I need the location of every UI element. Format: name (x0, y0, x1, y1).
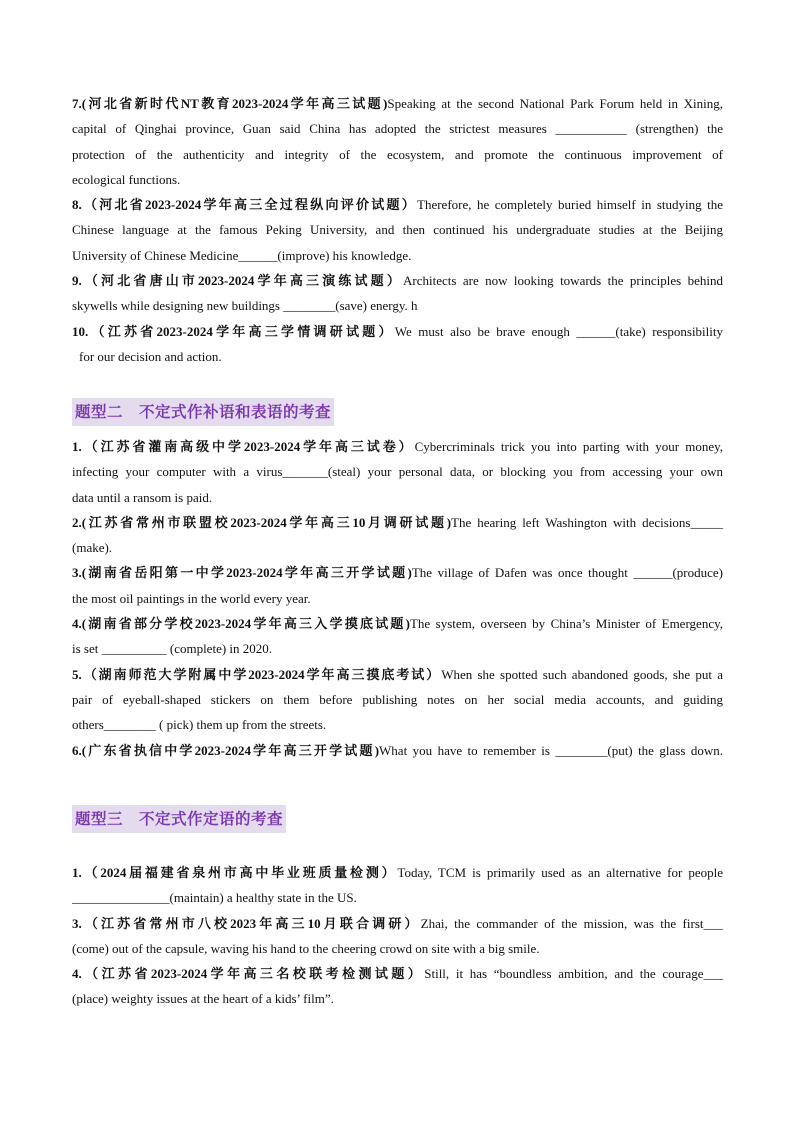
question-9-line-1: 9.（河北省唐山市2023-2024学年高三演练试题）Architects are now looking towards the principles behind (72, 273, 723, 289)
s3-question-4-line-2: (place) weighty issues at the heart of a kids’ film”. (72, 991, 334, 1007)
s2-question-6-line-1: 6.(广东省执信中学2023-2024学年高三开学试题)What you have to remember is ________(put) the glass down. (72, 742, 723, 758)
s3-question-4-line-1: 4.（江苏省2023-2024学年高三名校联考检测试题）Still, it has “boundless ambition, and the courage___ (72, 966, 723, 982)
s2-question-3-line-1: 3.(湖南省岳阳第一中学2023-2024学年高三开学试题)The village of Dafen was once thought ______(produce) (72, 565, 723, 581)
section2-heading: 题型二 不定式作补语和表语的考查 (72, 398, 334, 426)
section3-question-list (72, 860, 723, 1012)
question-8-line-2: Chinese language at the famous Peking University, and then continued his undergraduate studies at the Beijing (72, 222, 723, 238)
s3-question-3-line-2: (come) out of the capsule, waving his hand to the cheering crowd on site with a big smile. (72, 940, 540, 956)
section2-question-list (72, 434, 723, 763)
section1-question-list (72, 91, 723, 369)
question-8-line-3: University of Chinese Medicine______(improve) his knowledge. (72, 247, 412, 263)
s2-question-1-line-2: infecting your computer with a virus_______(steal) your personal data, or blocking you from accessing your own (72, 464, 723, 480)
question-10-line-1: 10.（江苏省2023-2024学年高三学情调研试题）We must also be brave enough ______(take) responsibility (72, 323, 723, 339)
s3-question-3-line-1: 3.（江苏省常州市八校2023年高三10月联合调研）Zhai, the commander of the mission, was the first___ (72, 915, 723, 931)
section3-heading: 题型三 不定式作定语的考查 (72, 805, 286, 833)
s2-question-2-line-2: (make). (72, 540, 113, 556)
s2-question-5-line-3: others________ ( pick) them up from the streets. (72, 717, 327, 733)
question-7-line-3: protection of the authenticity and integrity of the ecosystem, and promote the continuous improvement of (72, 146, 723, 162)
question-7-line-2: capital of Qinghai province, Guan said China has adopted the strictest measures ___________ (strengthen) the (72, 121, 723, 137)
s3-question-1-line-2: _______________(maintain) a healthy state in the US. (72, 890, 357, 906)
s2-question-4-line-1: 4.(湖南省部分学校2023-2024学年高三入学摸底试题)The system, overseen by China’s Minister of Emergency, (72, 616, 723, 632)
question-7-line-1: 7.(河北省新时代NT教育2023-2024学年高三试题)Speaking at the second National Park Forum held in Xining, (72, 96, 723, 111)
s2-question-5-line-1: 5.（湖南师范大学附属中学2023-2024学年高三摸底考试）When she spotted such abandoned goods, she put a (72, 666, 723, 682)
question-7-line-4: ecological functions. (72, 171, 181, 187)
question-10-line-2: for our decision and action. (79, 348, 222, 364)
s3-question-1-line-1: 1.（2024届福建省泉州市高中毕业班质量检测）Today, TCM is primarily used as an alternative for people (72, 865, 723, 880)
s2-question-1-line-3: data until a ransom is paid. (72, 489, 213, 505)
s2-question-2-line-1: 2.(江苏省常州市联盟校2023-2024学年高三10月调研试题)The hearing left Washington with decisions_____ (72, 514, 723, 530)
s2-question-1-line-1: 1.（江苏省灌南高级中学2023-2024学年高三试卷）Cybercriminals trick you into parting with your money, (72, 439, 723, 454)
s2-question-4-line-2: is set __________ (complete) in 2020. (72, 641, 273, 657)
s2-question-5-line-2: pair of eyeball-shaped stickers on them before publishing notes on her social media accounts, and guiding (72, 691, 723, 707)
s2-question-3-line-2: the most oil paintings in the world every year. (72, 590, 311, 606)
question-8-line-1: 8.（河北省2023-2024学年高三全过程纵向评价试题）Therefore, he completely buried himself in studying the (72, 197, 723, 213)
question-9-line-2: skywells while designing new buildings ________(save) energy. h (72, 298, 418, 314)
